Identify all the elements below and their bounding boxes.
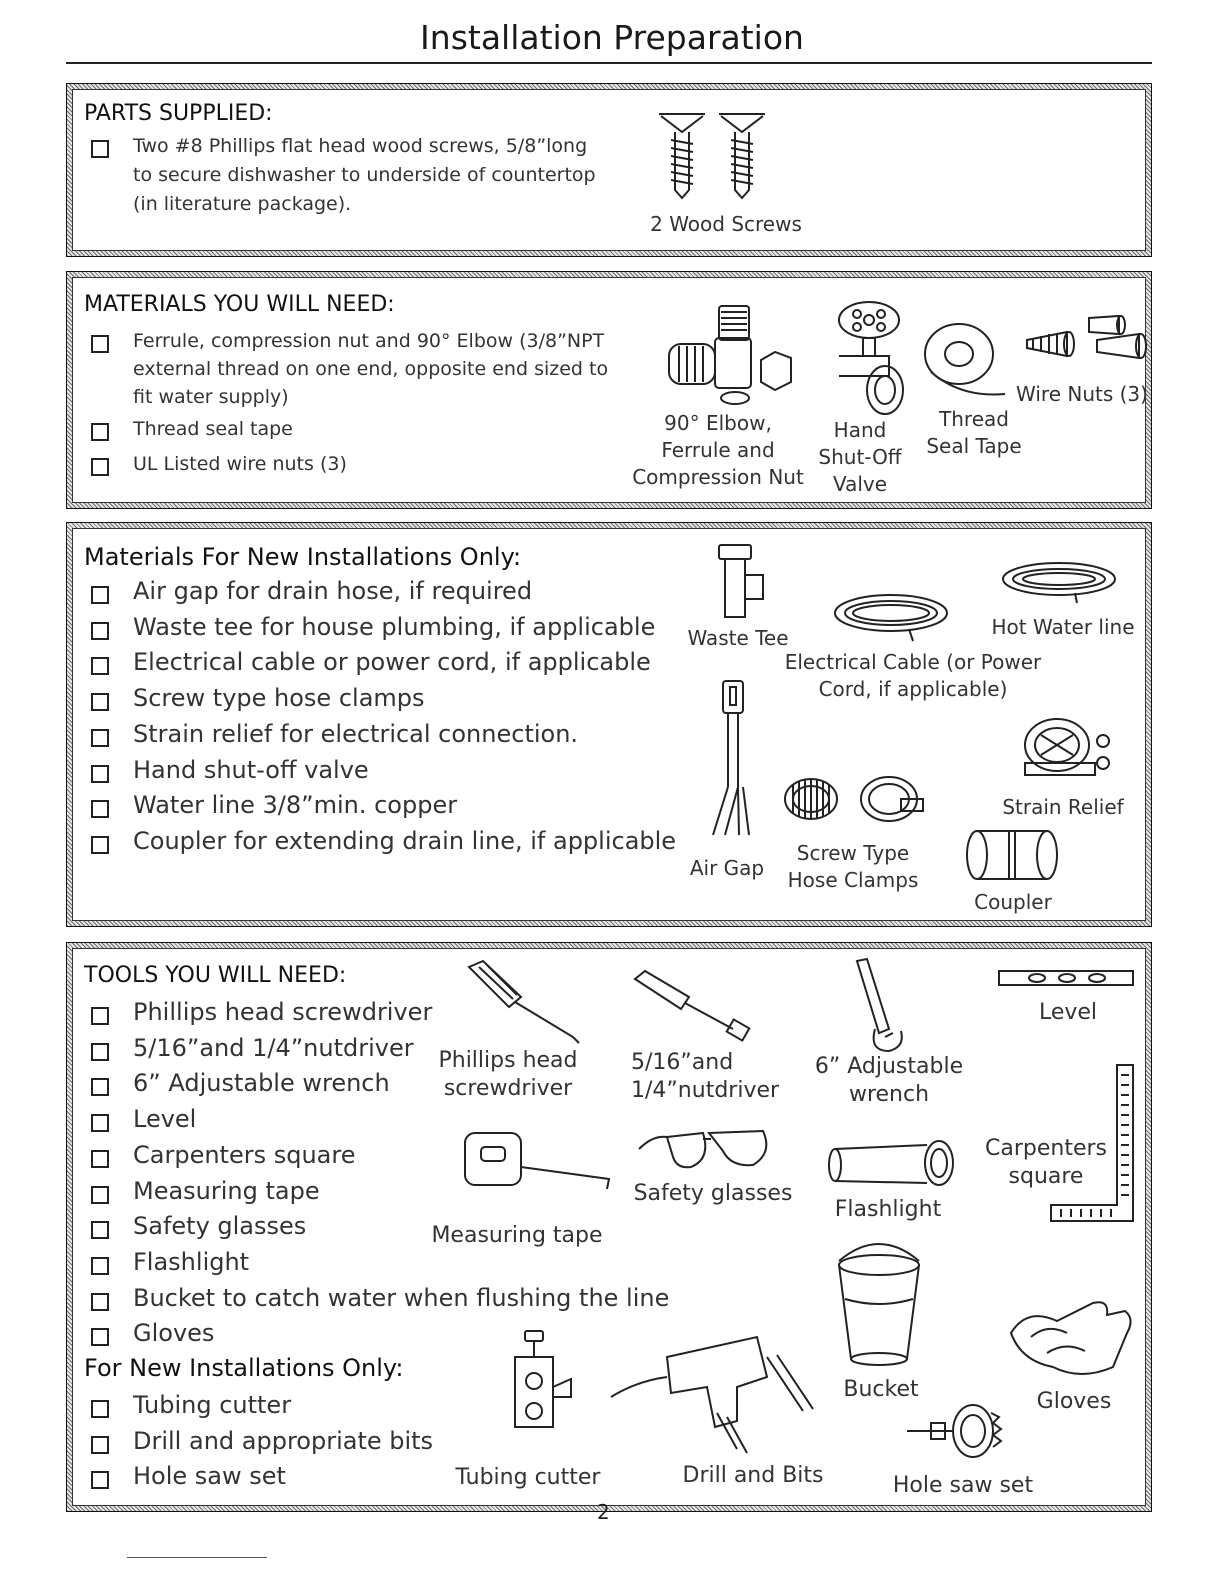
materials-box bbox=[66, 271, 1152, 509]
new-install-materials-panel bbox=[72, 528, 1146, 921]
wire-nuts-caption: Wire Nuts (3) bbox=[1016, 382, 1148, 406]
list-item: Hand shut-off valve bbox=[89, 753, 689, 789]
list-item: 5/16”and 1/4”nutdriver bbox=[89, 1031, 689, 1067]
parts-supplied-list bbox=[89, 132, 609, 219]
parts-supplied-panel bbox=[72, 89, 1146, 251]
valve-caption: Hand Shut-Off Valve bbox=[818, 418, 902, 496]
page-title: Installation Preparation bbox=[420, 18, 804, 57]
wood-screws-caption: 2 Wood Screws bbox=[650, 212, 802, 236]
list-item: Tubing cutter bbox=[89, 1388, 489, 1424]
drill-icon bbox=[607, 1317, 827, 1457]
measuring-tape-icon bbox=[459, 1127, 619, 1207]
air-gap-icon bbox=[703, 677, 763, 847]
new-install-materials-box bbox=[66, 522, 1152, 927]
waste-tee-caption: Waste Tee bbox=[687, 626, 789, 650]
list-item: Drill and appropriate bits bbox=[89, 1424, 489, 1460]
level-caption: Level bbox=[1038, 1000, 1098, 1025]
hot-water-line-icon bbox=[997, 559, 1127, 609]
tools-new-install-subheading: For New Installations Only: bbox=[84, 1354, 404, 1382]
wrench-caption: 6” Adjustable wrench bbox=[814, 1054, 964, 1107]
list-item: UL Listed wire nuts (3) bbox=[89, 450, 629, 479]
new-install-list bbox=[89, 574, 689, 860]
carpenters-square-caption: Carpenters square bbox=[985, 1136, 1107, 1189]
parts-supplied-box bbox=[66, 83, 1152, 257]
list-item: Hole saw set bbox=[89, 1459, 489, 1495]
screwdriver-caption: Phillips head screwdriver bbox=[438, 1048, 578, 1101]
list-item: Air gap for drain hose, if required bbox=[89, 574, 689, 610]
hose-clamps-caption: Screw Type Hose Clamps bbox=[787, 841, 919, 892]
list-item: Two #8 Phillips flat head wood screws, 5/8”long to secure dishwasher to underside of countertop (in literature package). bbox=[89, 132, 609, 219]
strain-relief-icon bbox=[1015, 715, 1115, 785]
parts-supplied-heading: PARTS SUPPLIED: bbox=[84, 101, 273, 126]
page-number: 2 bbox=[597, 1500, 610, 1524]
list-item: Water line 3/8”min. copper bbox=[89, 788, 689, 824]
nutdriver-icon bbox=[629, 969, 759, 1049]
list-item: Ferrule, compression nut and 90° Elbow (3/8”NPT external thread on one end, opposite end sized to fit water supply) bbox=[89, 327, 629, 411]
list-item: Phillips head screwdriver bbox=[89, 995, 689, 1031]
list-item: Thread seal tape bbox=[89, 415, 629, 444]
wood-screws-icon bbox=[653, 110, 773, 200]
measuring-tape-caption: Measuring tape bbox=[431, 1223, 603, 1248]
list-item: Bucket to catch water when flushing the line bbox=[89, 1281, 689, 1317]
strain-relief-caption: Strain Relief bbox=[1002, 795, 1124, 819]
gloves-icon bbox=[1001, 1297, 1141, 1387]
electrical-cable-icon bbox=[829, 591, 959, 651]
coupler-caption: Coupler bbox=[974, 890, 1052, 914]
hole-saw-icon bbox=[903, 1401, 1013, 1461]
tools-box bbox=[66, 942, 1152, 1512]
safety-glasses-caption: Safety glasses bbox=[633, 1181, 793, 1206]
list-item: Waste tee for house plumbing, if applicable bbox=[89, 610, 689, 646]
elbow-caption: 90° Elbow, Ferrule and Compression Nut bbox=[632, 411, 804, 489]
list-item: Flashlight bbox=[89, 1245, 689, 1281]
footer-rule bbox=[127, 1557, 267, 1558]
list-item: Measuring tape bbox=[89, 1174, 689, 1210]
tape-caption: Thread Seal Tape bbox=[926, 407, 1022, 458]
bucket-caption: Bucket bbox=[843, 1377, 919, 1402]
flashlight-caption: Flashlight bbox=[834, 1197, 942, 1222]
tools-panel bbox=[72, 948, 1146, 1506]
tools-new-install-list bbox=[89, 1388, 489, 1495]
adjustable-wrench-icon bbox=[845, 957, 915, 1057]
list-item: Coupler for extending drain line, if applicable bbox=[89, 824, 689, 860]
materials-panel bbox=[72, 277, 1146, 503]
waste-tee-icon bbox=[711, 541, 771, 621]
screwdriver-icon bbox=[463, 957, 593, 1047]
tubing-cutter-caption: Tubing cutter bbox=[455, 1465, 601, 1490]
list-item: Level bbox=[89, 1102, 689, 1138]
hole-saw-caption: Hole saw set bbox=[892, 1473, 1034, 1498]
thread-seal-tape-icon bbox=[921, 318, 1011, 398]
drill-caption: Drill and Bits bbox=[682, 1463, 824, 1488]
gloves-caption: Gloves bbox=[1036, 1389, 1112, 1414]
shut-off-valve-icon bbox=[829, 300, 909, 420]
materials-heading: MATERIALS YOU WILL NEED: bbox=[84, 292, 395, 317]
list-item: Electrical cable or power cord, if applicable bbox=[89, 645, 689, 681]
elbow-fitting-icon bbox=[663, 298, 813, 408]
nutdriver-caption: 5/16”and 1/4”nutdriver bbox=[631, 1050, 780, 1103]
electrical-cable-caption: Electrical Cable (or Power Cord, if applicable) bbox=[784, 650, 1042, 701]
bucket-icon bbox=[829, 1241, 929, 1371]
title-rule bbox=[66, 62, 1152, 64]
list-item: 6” Adjustable wrench bbox=[89, 1066, 689, 1102]
new-install-heading: Materials For New Installations Only: bbox=[84, 543, 522, 571]
list-item: Screw type hose clamps bbox=[89, 681, 689, 717]
hose-clamps-icon bbox=[781, 771, 931, 831]
tools-heading: TOOLS YOU WILL NEED: bbox=[84, 963, 347, 988]
flashlight-icon bbox=[823, 1139, 963, 1189]
tubing-cutter-icon bbox=[495, 1327, 575, 1447]
air-gap-caption: Air Gap bbox=[689, 856, 765, 880]
wire-nuts-icon bbox=[1019, 312, 1149, 368]
coupler-icon bbox=[963, 827, 1063, 887]
materials-list bbox=[89, 327, 629, 479]
list-item: Gloves bbox=[89, 1316, 689, 1352]
list-item: Strain relief for electrical connection. bbox=[89, 717, 689, 753]
list-item: Safety glasses bbox=[89, 1209, 689, 1245]
list-item: Carpenters square bbox=[89, 1138, 689, 1174]
hot-water-line-caption: Hot Water line bbox=[991, 615, 1135, 639]
level-icon bbox=[997, 967, 1137, 991]
